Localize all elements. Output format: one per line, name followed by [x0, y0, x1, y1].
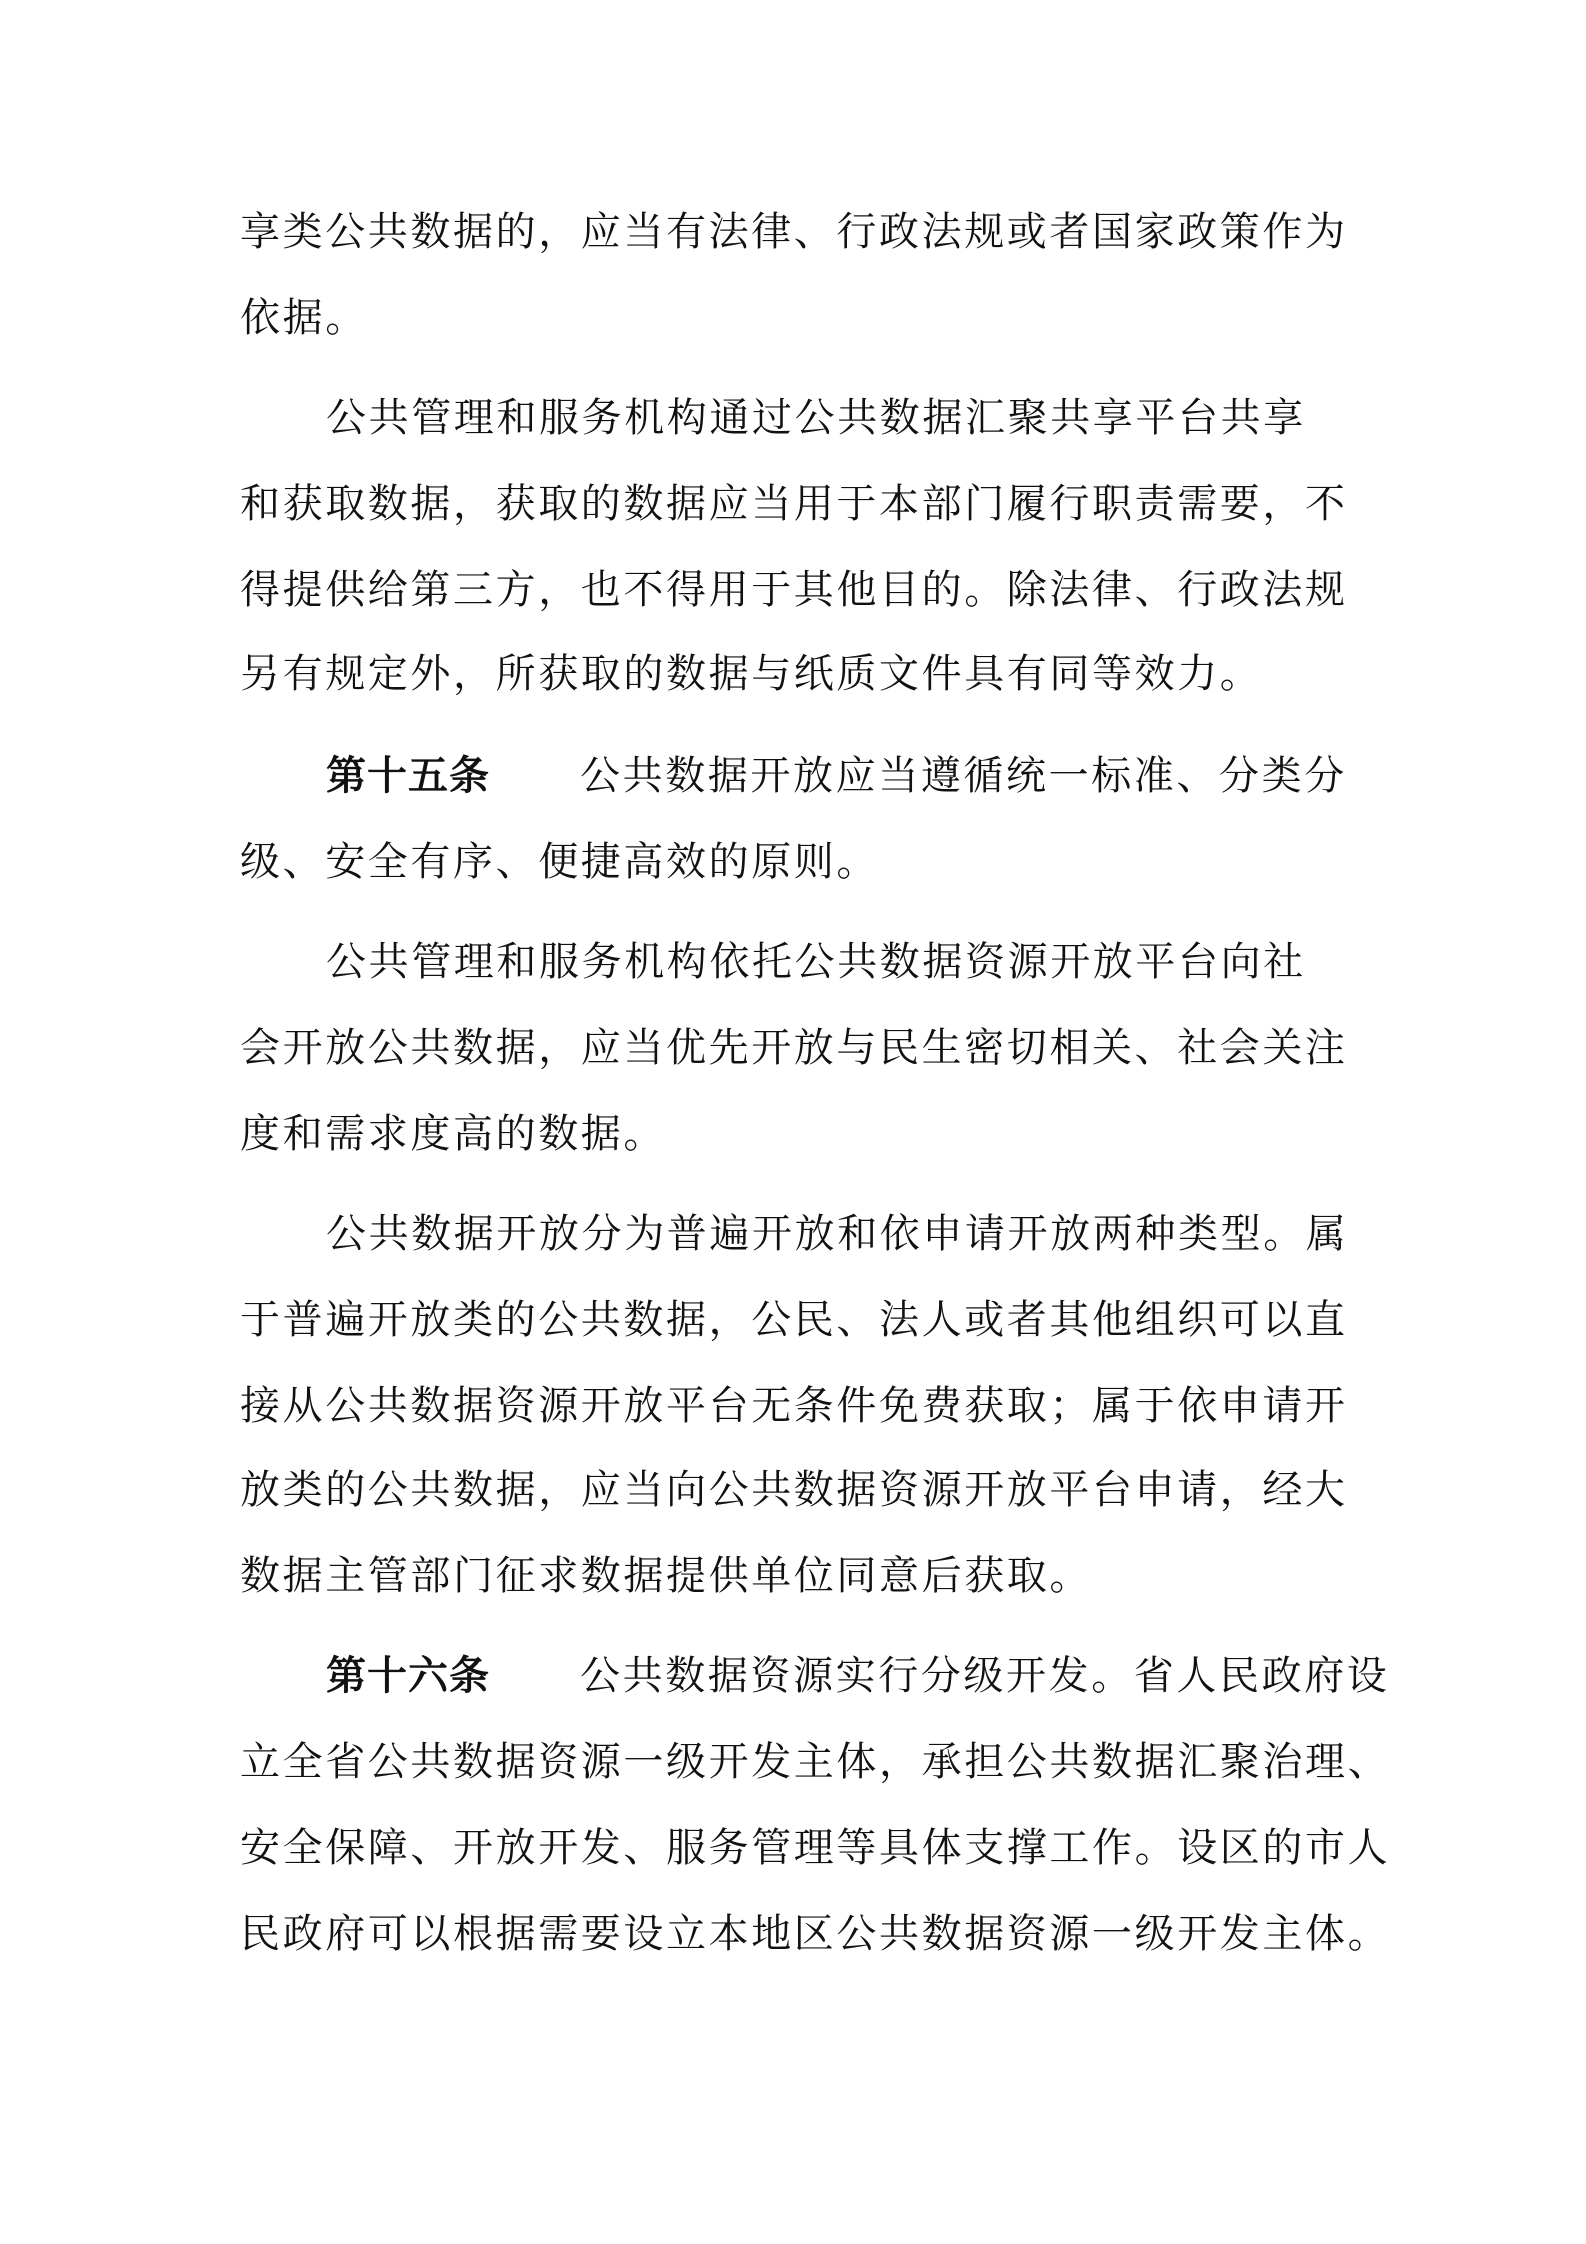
article-16-text: 公共数据资源实行分级开发。省人民政府设 [580, 1653, 1390, 1699]
text-line: 级、安全有序、便捷高效的原则。 [240, 839, 879, 885]
paragraph-first-line: 公共管理和服务机构依托公共数据资源开放平台向社 [326, 939, 1306, 985]
paragraph-first-line: 公共管理和服务机构通过公共数据汇聚共享平台共享 [326, 395, 1306, 441]
text-line: 另有规定外，所获取的数据与纸质文件具有同等效力。 [240, 651, 1263, 697]
text-line: 数据主管部门征求数据提供单位同意后获取。 [240, 1553, 1092, 1599]
article-16-heading: 第十六条 [326, 1653, 490, 1699]
text-line: 和获取数据，获取的数据应当用于本部门履行职责需要，不 [240, 481, 1348, 527]
text-line: 于普遍开放类的公共数据，公民、法人或者其他组织可以直 [240, 1297, 1348, 1343]
text-line: 依据。 [240, 295, 368, 341]
article-15-heading: 第十五条 [326, 753, 490, 799]
text-line: 民政府可以根据需要设立本地区公共数据资源一级开发主体。 [240, 1911, 1391, 1957]
text-line: 接从公共数据资源开放平台无条件免费获取；属于依申请开 [240, 1383, 1348, 1429]
text-line: 享类公共数据的，应当有法律、行政法规或者国家政策作为 [240, 209, 1348, 255]
text-line: 安全保障、开放开发、服务管理等具体支撑工作。设区的市人 [240, 1825, 1391, 1871]
text-line: 得提供给第三方，也不得用于其他目的。除法律、行政法规 [240, 567, 1348, 613]
article-15-text: 公共数据开放应当遵循统一标准、分类分 [580, 753, 1347, 799]
article-16-first-line [326, 1648, 1390, 1704]
text-line: 会开放公共数据，应当优先开放与民生密切相关、社会关注 [240, 1025, 1348, 1071]
text-line: 放类的公共数据，应当向公共数据资源开放平台申请，经大 [240, 1467, 1348, 1513]
text-line: 立全省公共数据资源一级开发主体，承担公共数据汇聚治理、 [240, 1739, 1391, 1785]
paragraph-first-line: 公共数据开放分为普遍开放和依申请开放两种类型。属 [326, 1211, 1349, 1257]
article-15-first-line [326, 748, 1350, 804]
text-line: 度和需求度高的数据。 [240, 1111, 666, 1157]
